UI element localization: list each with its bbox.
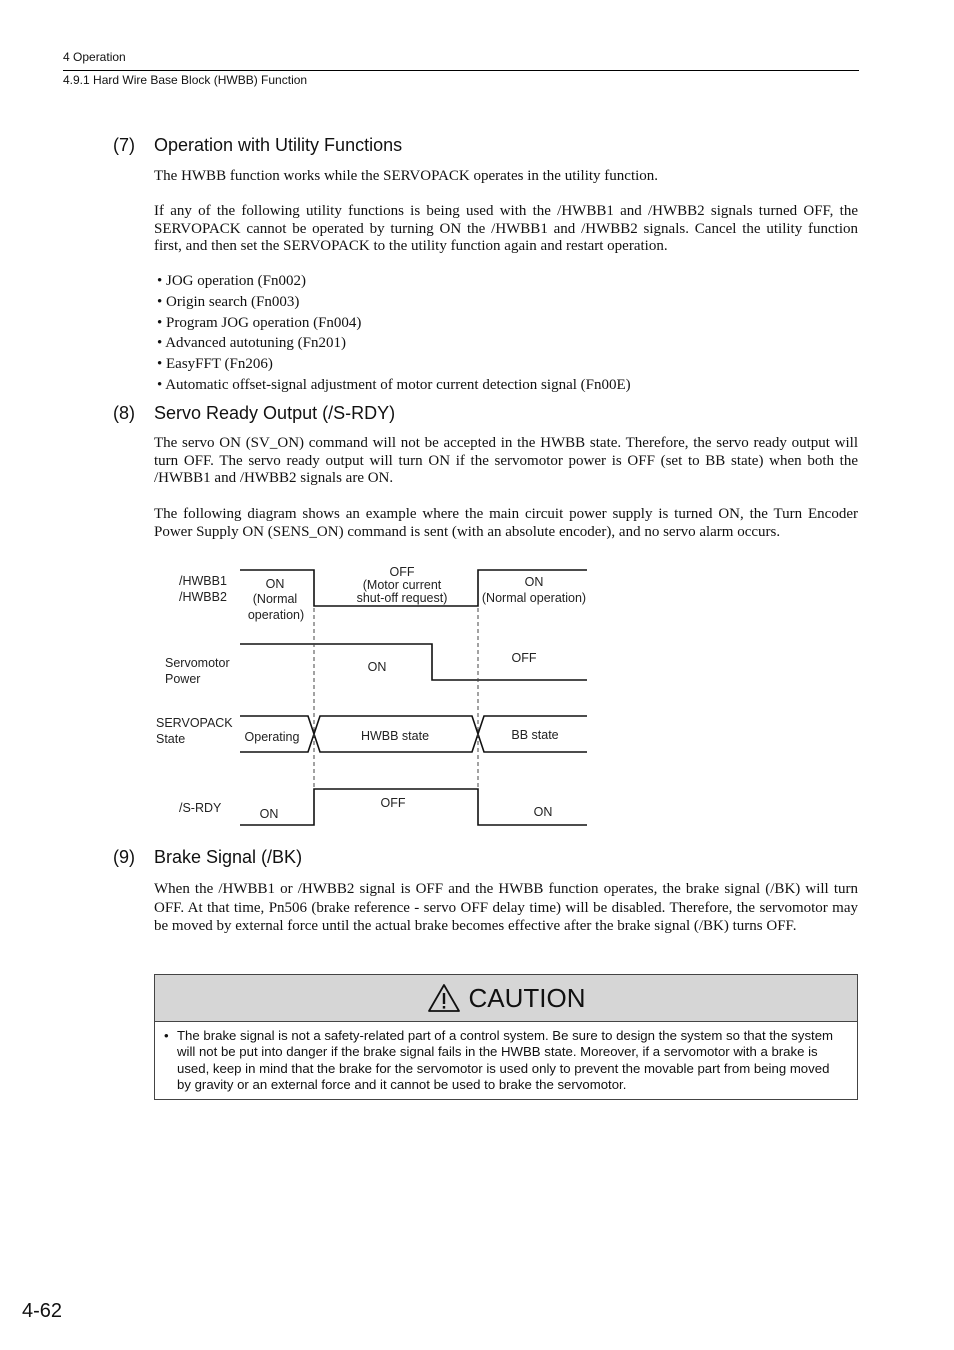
section-8-number: (8) [113,403,135,423]
hwbb-on1-line2: (Normal [252,592,298,606]
hwbb-label-2: /HWBB2 [179,590,227,604]
hwbb-on1-line3: operation) [247,608,305,622]
section-8-title: Servo Ready Output (/S-RDY) [154,403,396,423]
hwbb-on1-line1: ON [265,577,285,591]
list-item: • Origin search (Fn003) [157,292,631,313]
section-7-paragraph-1: The HWBB function works while the SERVOPACK operates in the utility function. [154,168,659,184]
state-bb: BB state [511,728,559,742]
motor-power-label-1: Servomotor [165,656,230,670]
section-9-number: (9) [113,847,135,867]
list-item: • Advanced autotuning (Fn201) [157,333,631,354]
caution-title: CAUTION [468,982,586,1013]
section-7-paragraph-2: If any of the following utility functions is being used with the /HWBB1 and /HWBB2 signals turned OFF, the SERVOPACK cannot be operated by turning ON the /HWBB1 and /HWBB2 signals. Cancel the utility function first, and then set the SERVOPACK to the utility function again and restart operation. [154,203,858,255]
caution-header [155,975,857,1022]
caution-body [155,1022,857,1094]
section-7-number: (7) [113,135,135,155]
s-rdy-on2: ON [533,805,553,819]
caution-text: The brake signal is not a safety-related part of a control system. Be sure to design the system so that the system will not be put into danger if the brake signal fails in the HWBB state. Moreover, if a servomotor with a brake is used, keep in mind that the brake for the servomotor is used only to prevent the movable part from being moved by gravity or an external force and it cannot be used to brake the servomotor. [177,1028,834,1093]
list-item: • EasyFFT (Fn206) [157,354,631,375]
motor-power-off: OFF [511,651,537,665]
page-number: 4-62 [22,1300,63,1322]
section-8-paragraph-1: The servo ON (SV_ON) command will not be accepted in the HWBB state. Therefore, the servo ready output will turn OFF. The servo ready output will turn ON if the servomotor power is OFF (set to BB state) when both the /HWBB1 and /HWBB2 signals are ON. [154,435,858,487]
warning-triangle-icon [427,983,461,1013]
section-8-paragraph-2: The following diagram shows an example where the main circuit power supply is turned ON, the Turn Encoder Power Supply ON (SENS_ON) command is sent (with an absolute encoder), and no servo alarm occurs. [154,506,858,540]
section-7-title: Operation with Utility Functions [154,135,403,155]
hwbb-off-line2: (Motor current [362,578,442,592]
servopack-state-label-2: State [156,732,186,746]
hwbb-on2-line2: (Normal operation) [481,591,587,605]
s-rdy-label: /S-RDY [179,801,222,815]
state-operating: Operating [244,730,300,744]
running-header-chapter: 4 Operation [63,50,126,64]
hwbb-on2-line1: ON [524,575,544,589]
caution-box [154,974,858,1100]
list-item: • Program JOG operation (Fn004) [157,313,631,334]
section-9-paragraph-1: When the /HWBB1 or /HWBB2 signal is OFF and the HWBB function operates, the brake signal (/BK) will turn OFF. At that time, Pn506 (brake reference - servo OFF delay time) will be disabled. Therefore, the servomotor may be moved by external force until the actual brake becomes effective after the brake signal (/BK) turns OFF. [154,881,858,934]
s-rdy-on1: ON [259,807,279,821]
bullet-dot-icon: • [164,1028,169,1043]
list-item: • Automatic offset-signal adjustment of motor current detection signal (Fn00E) [157,375,631,396]
running-header-section: 4.9.1 Hard Wire Base Block (HWBB) Function [63,73,308,87]
section-9-title: Brake Signal (/BK) [154,847,303,867]
s-rdy-off: OFF [380,796,406,810]
list-item: • JOG operation (Fn002) [157,271,631,292]
hwbb-label-1: /HWBB1 [179,574,227,588]
section-9-heading [113,847,302,868]
servopack-state-label-1: SERVOPACK [156,716,233,730]
hwbb-off-line3: shut-off request) [356,591,448,605]
motor-power-label-2: Power [165,672,201,686]
hwbb-off-line1: OFF [389,565,415,579]
state-hwbb: HWBB state [360,729,430,743]
motor-power-on: ON [367,660,387,674]
